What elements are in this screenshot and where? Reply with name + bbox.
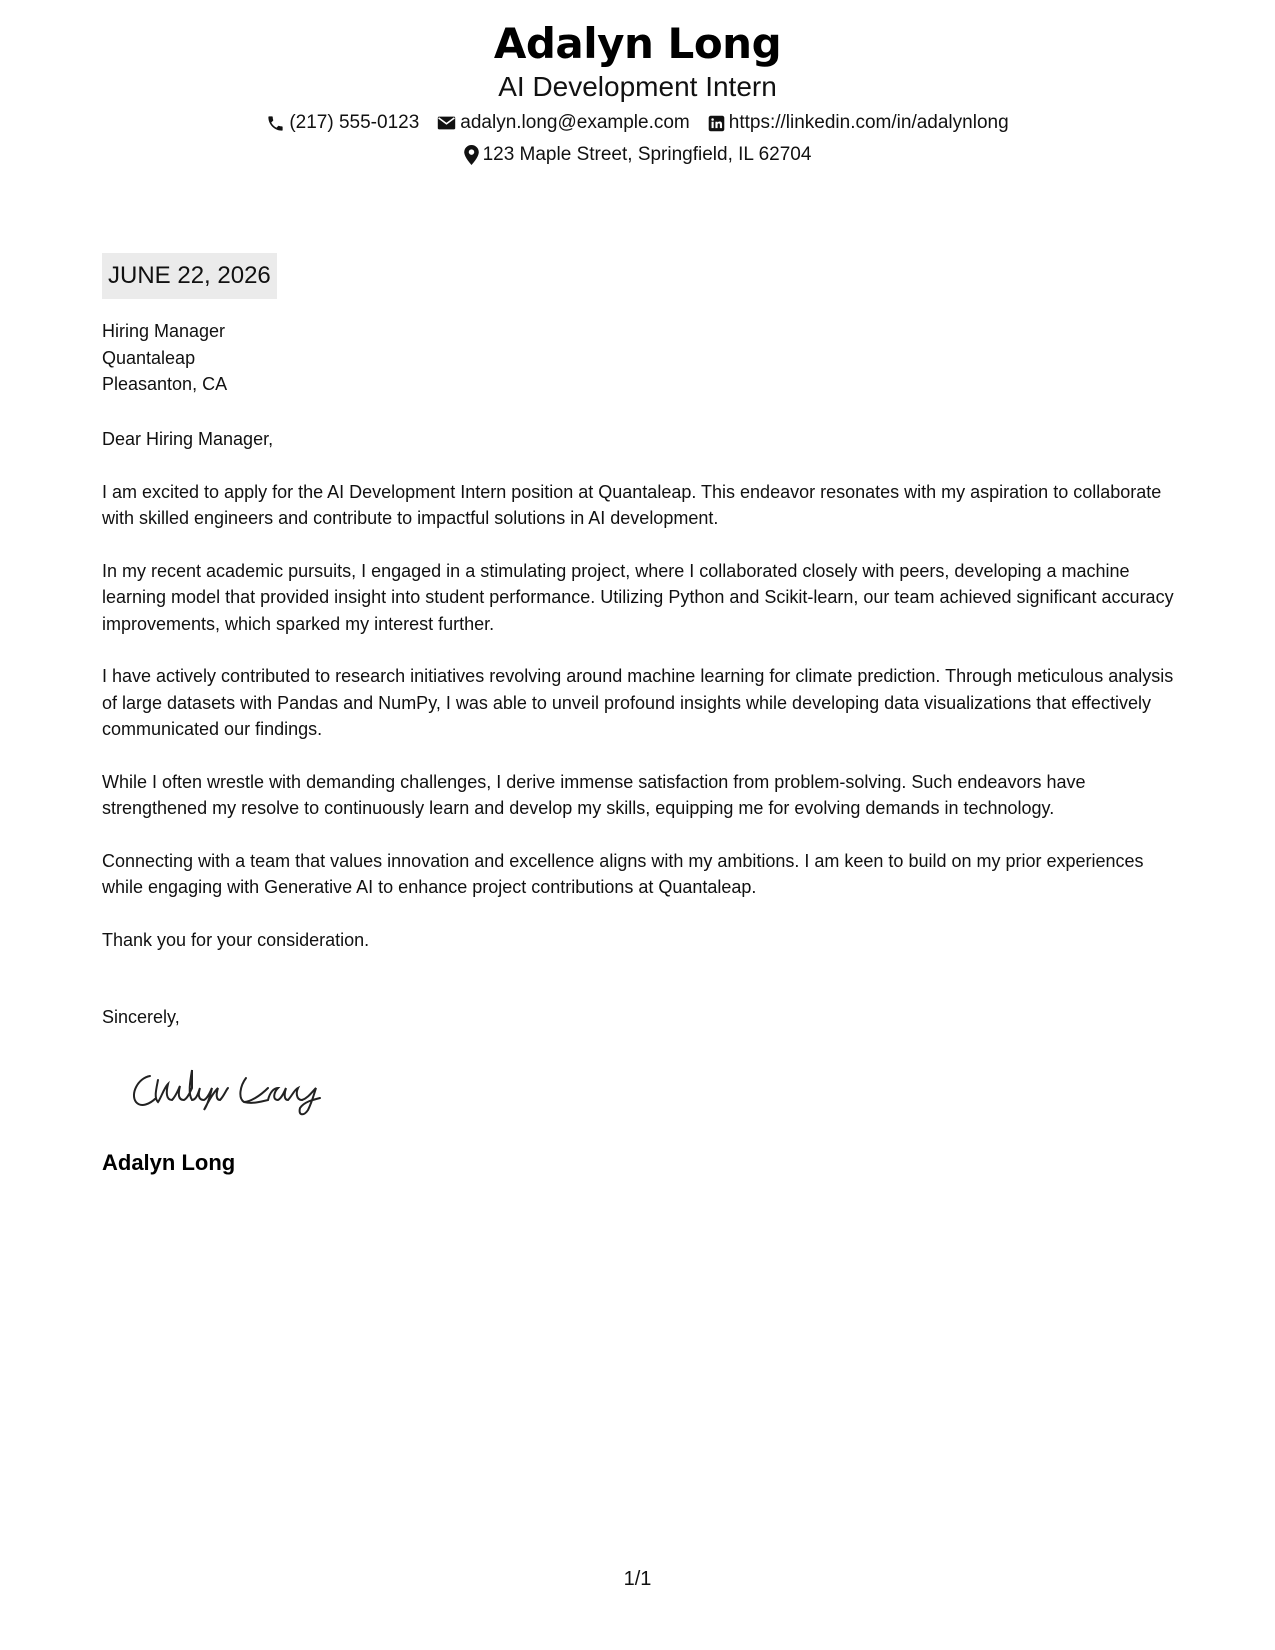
applicant-name: Adalyn Long xyxy=(493,19,782,68)
address-text: 123 Maple Street, Springfield, IL 62704 xyxy=(482,144,812,165)
letter-header xyxy=(0,18,1275,170)
map-marker-icon xyxy=(464,145,479,165)
recipient-block xyxy=(102,318,227,398)
contact-line-secondary xyxy=(0,140,1275,170)
phone-number: (217) 555-0123 xyxy=(289,112,420,133)
recipient-company: Quantaleap xyxy=(102,347,196,368)
body-paragraph: I have actively contributed to research initiatives revolving around machine learning for climate prediction. Through meticulous analysis of large datasets with Pandas and NumPy, I was able to unveil profound insights while developing data visualizations that effectively communicated our findings. xyxy=(102,666,1174,739)
recipient-location: Pleasanton, CA xyxy=(102,374,228,394)
linkedin-link[interactable]: https://linkedin.com/in/adalynlong xyxy=(728,112,1009,133)
contact-linkedin[interactable] xyxy=(708,108,1009,138)
contact-email[interactable] xyxy=(437,108,689,138)
letter-body xyxy=(102,426,1182,979)
contact-line-primary xyxy=(0,108,1275,138)
body-paragraph: While I often wrestle with demanding challenges, I derive immense satisfaction from problem-solving. Such endeavors have strengthened my resolve to continuously learn and develop my skills, equipping me for evolving demands in technology. xyxy=(102,771,1086,818)
contact-address xyxy=(464,140,812,170)
linkedin-icon xyxy=(708,115,725,132)
body-paragraph: I am excited to apply for the AI Development Intern position at Quantaleap. This endeavor resonates with my aspiration to collaborate with skilled engineers and contribute to impactful solutions in AI development. xyxy=(102,481,1162,528)
recipient-title: Hiring Manager xyxy=(102,321,226,341)
email-link[interactable]: adalyn.long@example.com xyxy=(460,112,690,133)
body-paragraph: Connecting with a team that values innovation and excellence aligns with my ambitions. I am keen to build on my prior experiences while engaging with Generative AI to enhance project contributions at Quantaleap. xyxy=(102,850,1144,897)
thank-you-line: Thank you for your consideration. xyxy=(102,929,370,950)
contact-phone xyxy=(266,108,419,138)
envelope-icon xyxy=(437,115,456,131)
salutation: Dear Hiring Manager, xyxy=(102,429,274,449)
page-number: 1/1 xyxy=(623,1568,652,1590)
phone-icon xyxy=(266,114,285,133)
letter-date: JUNE 22, 2026 xyxy=(102,253,277,299)
body-paragraph: In my recent academic pursuits, I engaged in a stimulating project, where I collaborated closely with peers, developing a machine learning model that provided insight into student performance. Utilizing Python and Scikit-learn, our team achieved significant accuracy improvements, which sparked my interest further. xyxy=(102,560,1174,634)
signer-name: Adalyn Long xyxy=(102,1150,236,1175)
applicant-role: AI Development Intern xyxy=(498,71,777,102)
handwritten-signature xyxy=(128,1058,348,1118)
valediction: Sincerely, xyxy=(102,1007,180,1027)
